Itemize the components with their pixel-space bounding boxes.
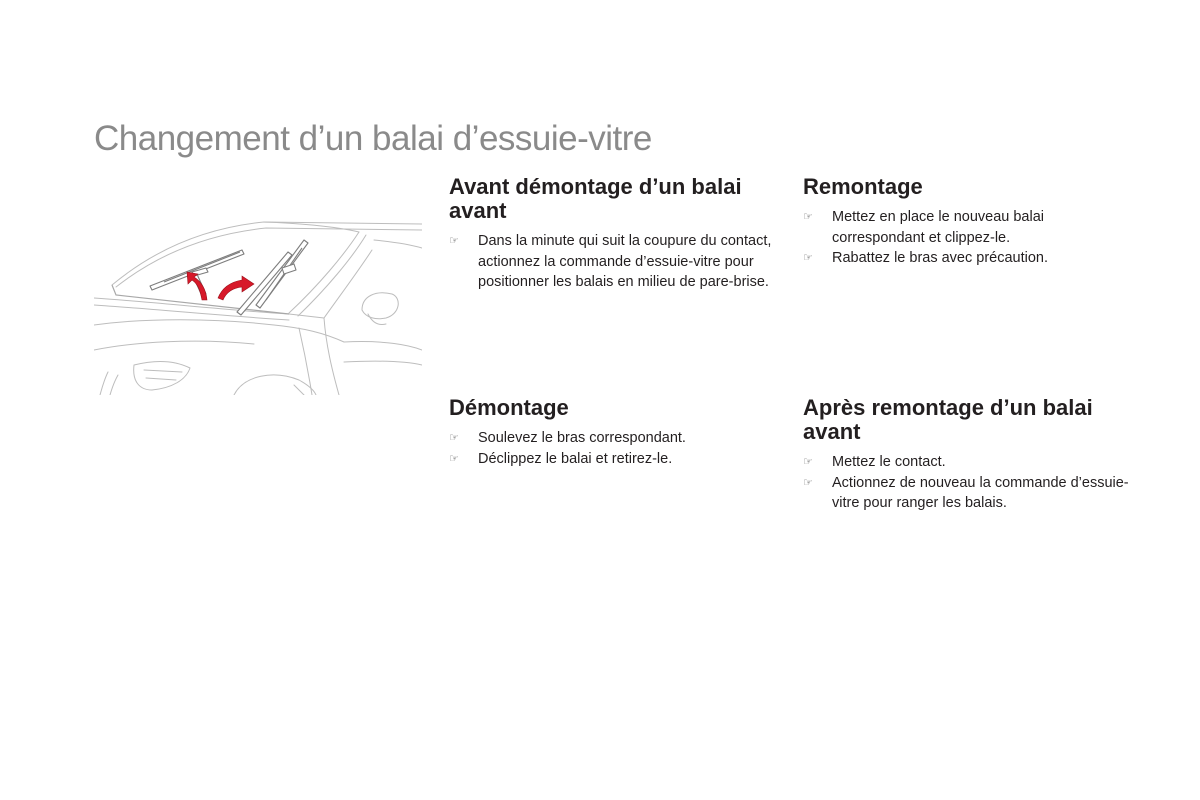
list-item <box>449 449 779 470</box>
list-item <box>449 428 779 449</box>
list-item-text: Rabattez le bras avec précaution. <box>832 250 1049 266</box>
instruction-list <box>449 428 779 469</box>
list-item <box>803 473 1133 514</box>
hand-pointer-icon: ☞ <box>803 475 813 489</box>
list-item-text: Déclippez le balai et retirez-le. <box>478 450 673 467</box>
hand-pointer-icon: ☞ <box>803 210 813 223</box>
list-item <box>803 248 1133 269</box>
hand-pointer-icon: ☞ <box>449 451 459 465</box>
list-item <box>803 207 1133 248</box>
hand-pointer-icon: ☞ <box>449 234 459 247</box>
list-item-text: Actionnez de nouveau la commande d’essuie-vitre pour ranger les balais. <box>832 474 1129 511</box>
section-apres-remontage <box>803 396 1133 514</box>
list-item <box>449 231 779 293</box>
section-avant-demontage <box>449 175 779 293</box>
list-item-text: Soulevez le bras correspondant. <box>478 430 686 446</box>
section-heading: Remontage <box>803 174 923 199</box>
hand-pointer-icon: ☞ <box>803 455 813 468</box>
hand-pointer-icon: ☞ <box>803 251 813 264</box>
page-title: Changement d’un balai d’essuie-vitre <box>94 119 652 158</box>
wiper-illustration <box>94 210 422 395</box>
section-heading: Après remontage d’un balai avant <box>803 395 1093 444</box>
section-demontage <box>449 396 779 469</box>
section-remontage <box>803 175 1133 269</box>
list-item-text: Mettez le contact. <box>832 454 946 470</box>
section-heading: Démontage <box>449 395 569 420</box>
list-item-text: Dans la minute qui suit la coupure du contact, actionnez la commande d’essuie-vitre pour positionner les balais en milieu de pare-brise. <box>478 233 772 290</box>
list-item-text: Mettez en place le nouveau balai correspondant et clippez-le. <box>832 209 1045 246</box>
section-heading: Avant démontage d’un balai avant <box>449 174 742 223</box>
instruction-list <box>803 452 1133 514</box>
hand-pointer-icon: ☞ <box>449 431 459 444</box>
instruction-list <box>449 231 779 293</box>
instruction-list <box>803 207 1133 269</box>
list-item <box>803 452 1133 473</box>
